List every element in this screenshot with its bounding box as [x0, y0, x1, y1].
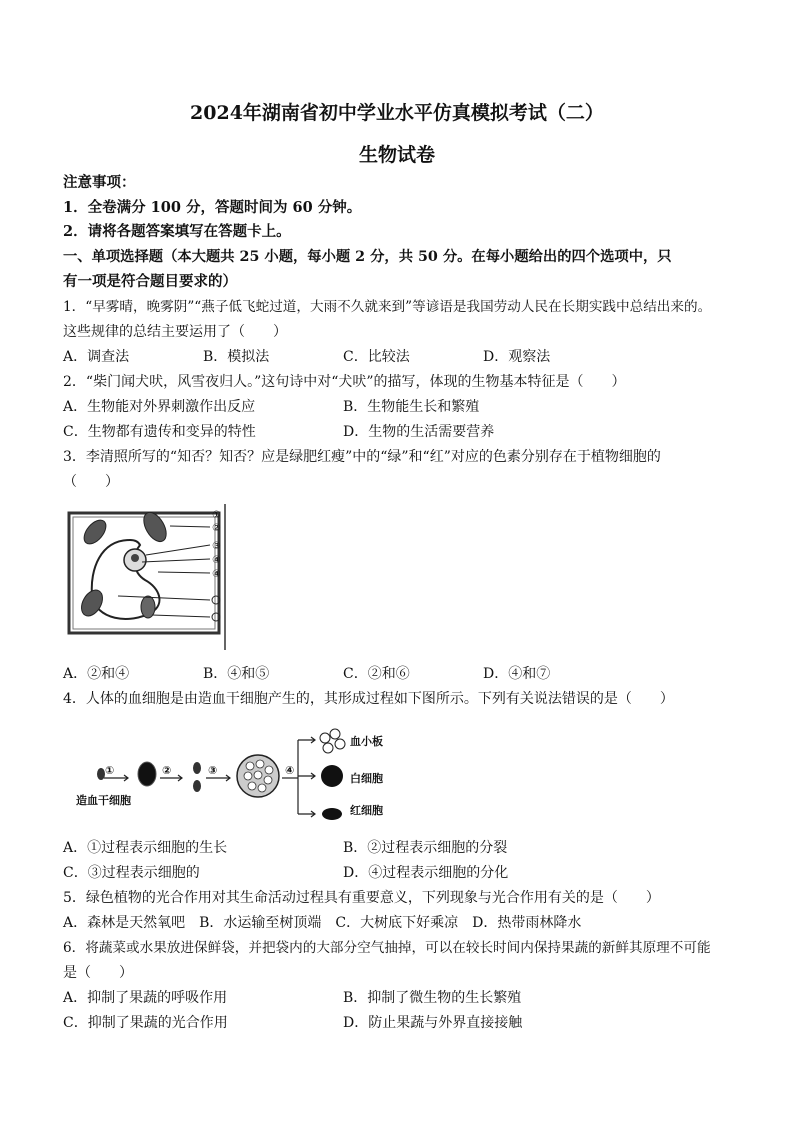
q4-stem: 4．人体的血细胞是由造血干细胞产生的，其形成过程如下图所示。下列有关说法错误的是（ ）: [63, 691, 674, 707]
q4-option-c: C．③过程表示细胞的: [63, 865, 200, 881]
process-2-label: ②: [162, 764, 172, 777]
q6-option-a: A．抑制了果蔬的呼吸作用: [63, 990, 228, 1006]
cell-label-2: ②: [212, 523, 221, 534]
exam-title: 2024年湖南省初中学业水平仿真模拟考试（二）: [190, 102, 604, 124]
exam-subtitle: 生物试卷: [358, 144, 435, 166]
q6-stem-line2: 是（ ）: [63, 965, 133, 981]
section-heading-line2: 有一项是符合题目要求的）: [63, 273, 237, 290]
q3-option-b: B．④和⑤: [203, 666, 270, 682]
q2-option-d: D．生物的生活需要营养: [343, 424, 495, 440]
section-heading-line1: 一、单项选择题（本大题共 25 小题，每小题 2 分，共 50 分。在每小题给出的四个选项中，只: [63, 249, 672, 265]
q1-stem-line2: 这些规律的总结主要运用了（ ）: [63, 324, 287, 340]
q1-option-a: A．调查法: [63, 349, 130, 365]
notice-item-1: 1．全卷满分 100 分，答题时间为 60 分钟。: [63, 199, 362, 216]
q5-options: A．森林是天然氧吧 B．水运输至树顶端 C．大树底下好乘凉 D．热带雨林降水: [63, 915, 582, 931]
platelet-label: 血小板: [350, 735, 383, 748]
q6-option-b: B．抑制了微生物的生长繁殖: [343, 990, 522, 1006]
q3-option-d: D．④和⑦: [483, 666, 551, 682]
q2-stem: 2．“柴门闻犬吠，风雪夜归人。”这句诗中对“犬吠”的描写，体现的生物基本特征是（ ）: [63, 374, 626, 390]
q6-option-d: D．防止果蔬与外界直接接触: [343, 1015, 523, 1031]
q3-option-c: C．②和⑥: [343, 666, 410, 682]
q3-stem-line1: 3．李清照所写的“知否？知否？应是绿肥红瘦”中的“绿”和“红”对应的色素分别存在于植物细胞的: [63, 449, 661, 465]
q1-option-d: D．观察法: [483, 349, 551, 365]
q2-option-c: C．生物都有遗传和变异的特性: [63, 424, 256, 440]
q1-option-b: B．模拟法: [203, 349, 270, 365]
blood-cell-formation-diagram: [70, 718, 430, 828]
process-3-label: ③: [208, 764, 218, 777]
stem-cell-label: 造血干细胞: [76, 794, 131, 807]
q3-option-a: A．②和④: [63, 666, 130, 682]
q4-option-a: A．①过程表示细胞的生长: [63, 840, 228, 856]
q4-option-b: B．②过程表示细胞的分裂: [343, 840, 508, 856]
q2-option-b: B．生物能生长和繁殖: [343, 399, 480, 415]
q4-option-d: D．④过程表示细胞的分化: [343, 865, 509, 881]
process-4-label: ④: [285, 764, 295, 777]
q2-option-a: A．生物能对外界刺激作出反应: [63, 399, 256, 415]
cell-label-4: ④: [212, 555, 221, 566]
cell-label-1: ①: [212, 510, 221, 521]
cell-label-3: ③: [212, 541, 221, 552]
notice-heading: 注意事项：: [63, 174, 136, 191]
q5-stem: 5．绿色植物的光合作用对其生命活动过程具有重要意义，下列现象与光合作用有关的是（ ）: [63, 890, 660, 906]
white-cell-label: 白细胞: [350, 772, 383, 785]
q6-option-c: C．抑制了果蔬的光合作用: [63, 1015, 228, 1031]
notice-item-2: 2．请将各题答案填写在答题卡上。: [63, 223, 291, 240]
plant-cell-diagram: [60, 500, 235, 652]
cell-label-5: ④: [212, 569, 221, 580]
red-cell-label: 红细胞: [350, 804, 383, 817]
q1-option-c: C．比较法: [343, 349, 410, 365]
q3-stem-line2: （ ）: [63, 474, 119, 490]
q6-stem-line1: 6．将蔬菜或水果放进保鲜袋，并把袋内的大部分空气抽掉，可以在较长时间内保持果蔬的新鲜其原理不可能: [63, 940, 711, 956]
q1-stem-line1: 1．“早雾晴，晚雾阴”“燕子低飞蛇过道，大雨不久就来到”等谚语是我国劳动人民在长期实践中总结出来的。: [63, 299, 712, 315]
process-1-label: ①: [105, 764, 115, 777]
